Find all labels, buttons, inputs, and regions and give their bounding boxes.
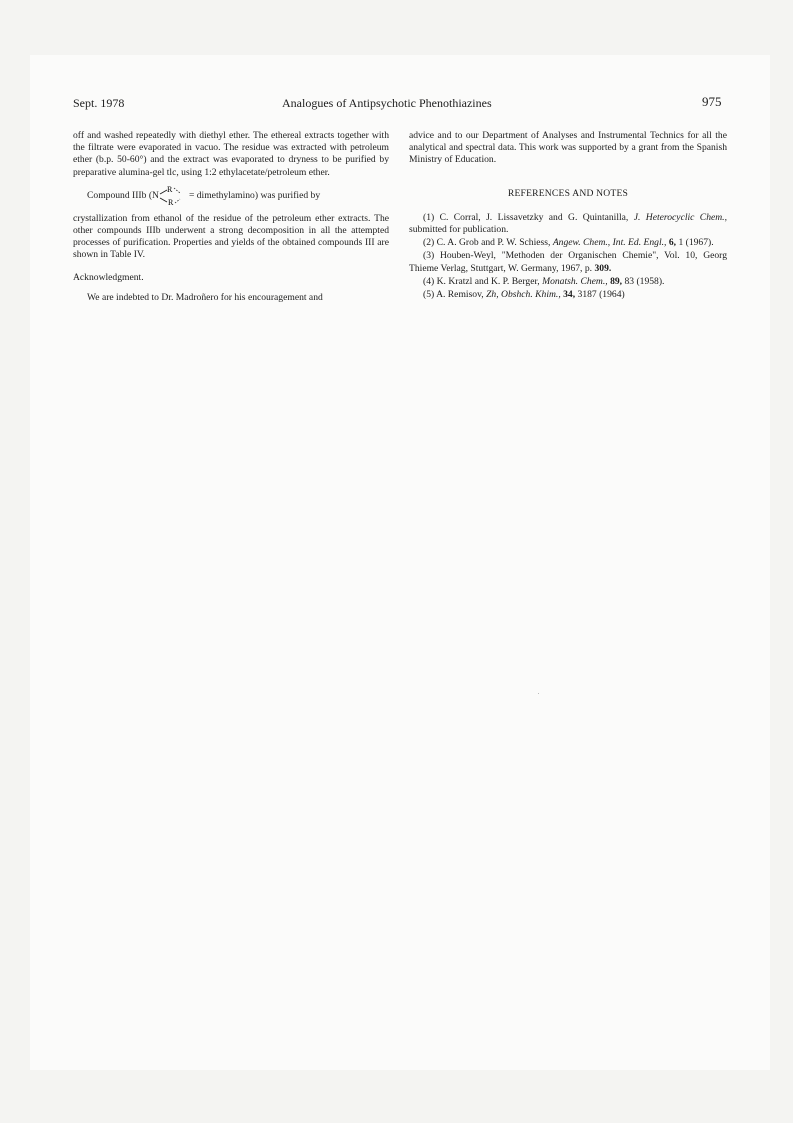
acknowledgment-heading: Acknowledgment.: [73, 271, 144, 283]
ref-details: 83 (1958).: [624, 275, 665, 287]
bond-upper: [160, 190, 167, 194]
r-group-lower: R: [167, 197, 174, 207]
ref-volume: 89,: [610, 275, 623, 287]
scan-speck: [538, 693, 539, 694]
ref-details: submitted for publication.: [409, 224, 509, 236]
reference-4: [409, 276, 727, 288]
ref-authors: C. A. Grob and P. W. Schiess,: [436, 237, 551, 249]
right-column: [409, 130, 727, 302]
ref-authors: C. Corral, J. Lissavetzky and G. Quintanilla,: [439, 211, 629, 223]
ref-text: Houben-Weyl, "Methoden der Organischen Chemie", Vol. 10, Georg Thieme Verlag, Stuttgart, W. Germany, 1967, p.: [409, 250, 727, 274]
ref-details: 3187 (1964): [577, 289, 625, 301]
r-group-upper: R: [166, 184, 173, 194]
header-running-title: Analogues of Antipsychotic Phenothiazines: [282, 96, 492, 110]
ref-volume: 34,: [563, 289, 576, 301]
compound-line: [73, 185, 389, 207]
ref-number: (5): [423, 289, 435, 301]
bond-lower: [160, 198, 167, 202]
ref-volume: 6,: [668, 237, 677, 249]
ref-number: (3): [423, 250, 435, 262]
reference-1: [409, 212, 727, 236]
ref-page: 309.: [594, 262, 612, 274]
compound-prefix: Compound IIIb (N: [87, 189, 159, 201]
acknowledgment-continued: advice and to our Department of Analyses and Instrumental Technics for all the analytical and spectral data. This work was supported by a grant from the Spanish Ministry of Education.: [409, 130, 727, 166]
ref-journal: Angew. Chem., Int. Ed. Engl.,: [552, 237, 667, 249]
ref-journal: J. Heterocyclic Chem.,: [633, 211, 727, 223]
acknowledgment-text: We are indebted to Dr. Madroñero for his encouragement and: [87, 291, 323, 303]
paragraph-workup: off and washed repeatedly with diethyl ether. The ethereal extracts together with the filtrate were evaporated in vacuo. The residue was extracted with petroleum ether (b.p. 50-60°) and the extract was evaporated to dryness to be purified by preparative alumina-gel tlc, using 1:2 ethylacetate/petroleum ether.: [73, 130, 389, 178]
ref-journal: Monatsh. Chem.,: [542, 275, 608, 287]
ref-authors: K. Kratzl and K. P. Berger,: [436, 275, 540, 287]
ref-authors: A. Remisov,: [436, 289, 484, 301]
amine-structure-diagram: [159, 185, 189, 207]
ref-number: (4): [423, 275, 435, 287]
page-number: 975: [702, 94, 722, 109]
bond-dashed-upper: [174, 188, 180, 193]
header-date: Sept. 1978: [73, 96, 125, 110]
bond-dashed-lower: [175, 199, 180, 203]
ref-details: 1 (1967).: [678, 237, 714, 249]
amine-structure-svg: [159, 185, 189, 207]
reference-3: [409, 250, 727, 274]
compound-suffix: = dimethylamino) was purified by: [188, 189, 321, 201]
reference-5: [409, 289, 727, 301]
left-column: [73, 130, 389, 304]
ref-number: (2): [423, 237, 435, 249]
references-heading: REFERENCES AND NOTES: [507, 187, 629, 199]
reference-2: [409, 237, 727, 249]
ref-journal: Zh, Obshch. Khim.,: [486, 289, 561, 301]
paragraph-purification: crystallization from ethanol of the residue of the petroleum ether extracts. The other compounds IIIb underwent a strong decomposition in all the attempted processes of purification. Properties and yields of the obtained compounds III are shown in Table IV.: [73, 212, 389, 261]
ref-number: (1): [423, 211, 435, 223]
